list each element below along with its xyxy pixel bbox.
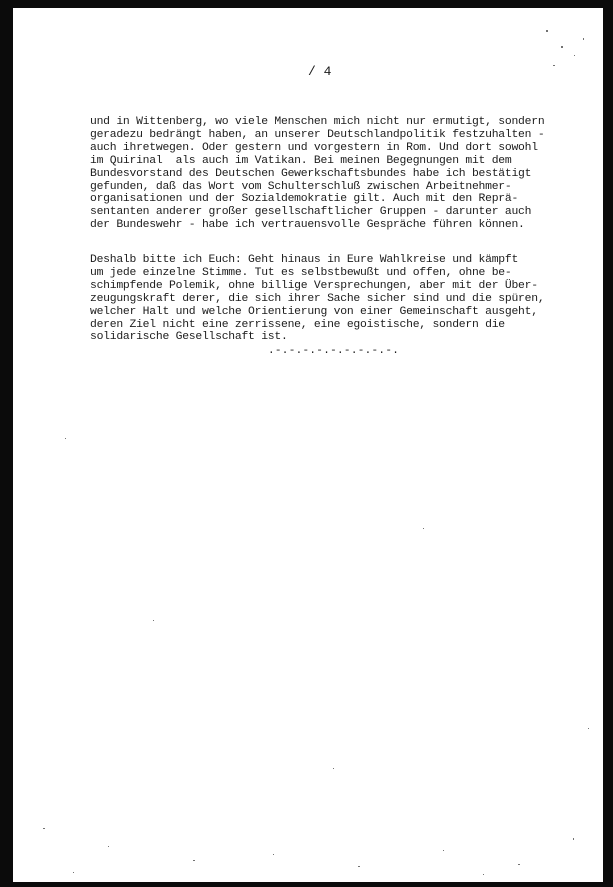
paragraph — [90, 254, 603, 344]
text-line: schimpfende Polemik, ohne billige Versprechungen, aber mit der Über- — [90, 279, 538, 292]
scan-speck — [108, 846, 109, 847]
scan-speck — [573, 838, 574, 840]
text-line: und in Wittenberg, wo viele Menschen mich nicht nur ermutigt, sondern — [90, 116, 545, 128]
text-line: gefunden, daß das Wort vom Schulterschluß zwischen Arbeitnehmer- — [90, 180, 512, 193]
scan-speck — [73, 872, 74, 873]
text-line: der Bundeswehr - habe ich vertrauensvolle Gespräche führen können. — [90, 219, 525, 232]
text-line: deren Ziel nicht eine zerrissene, eine egoistische, sondern die — [90, 318, 505, 331]
scan-speck — [43, 828, 45, 829]
scan-speck — [483, 874, 484, 875]
page-number: / 4 — [308, 64, 332, 79]
scan-speck — [153, 620, 154, 621]
scan-speck — [588, 728, 589, 729]
text-line: zeugungskraft derer, die sich ihrer Sache sicher sind und die spüren, — [90, 292, 545, 305]
paragraph — [90, 116, 603, 232]
scan-speck — [574, 55, 575, 56]
scan-speck — [583, 38, 584, 40]
scan-speck — [423, 528, 424, 529]
text-line: um jede einzelne Stimme. Tut es selbstbewußt und offen, ohne be- — [90, 266, 512, 279]
scan-speck — [193, 860, 195, 861]
scan-speck — [273, 854, 274, 855]
scan-speck — [65, 438, 66, 439]
text-line: solidarische Gesellschaft ist. — [90, 331, 288, 344]
text-line: im Quirinal als auch im Vatikan. Bei meinen Begegnungen mit dem — [90, 154, 512, 167]
text-line: geradezu bedrängt haben, an unserer Deutschlandpolitik festzuhalten - — [90, 128, 545, 141]
scan-speck — [553, 65, 555, 66]
scan-speck — [561, 46, 563, 48]
scan-speck — [518, 864, 520, 865]
text-line: sentanten anderer großer gesellschaftlicher Gruppen - darunter auch — [90, 206, 532, 219]
text-line: Deshalb bitte ich Euch: Geht hinaus in Eure Wahlkreise und kämpft — [90, 254, 519, 266]
document-page — [13, 8, 603, 882]
end-of-text-divider: .-.-.-.-.-.-.-.-.-. — [268, 345, 400, 357]
text-line: auch ihretwegen. Oder gestern und vorgestern in Rom. Und dort sowohl — [90, 141, 538, 154]
text-line: organisationen und der Sozialdemokratie gilt. Auch mit den Reprä- — [90, 193, 519, 206]
scan-speck — [443, 850, 444, 851]
scan-speck — [333, 768, 334, 769]
text-line: welcher Halt und welche Orientierung von einer Gemeinschaft ausgeht, — [90, 305, 538, 318]
scan-speck — [358, 866, 360, 867]
scan-speck — [546, 30, 548, 32]
text-line: Bundesvorstand des Deutschen Gewerkschaftsbundes habe ich bestätigt — [90, 167, 532, 180]
